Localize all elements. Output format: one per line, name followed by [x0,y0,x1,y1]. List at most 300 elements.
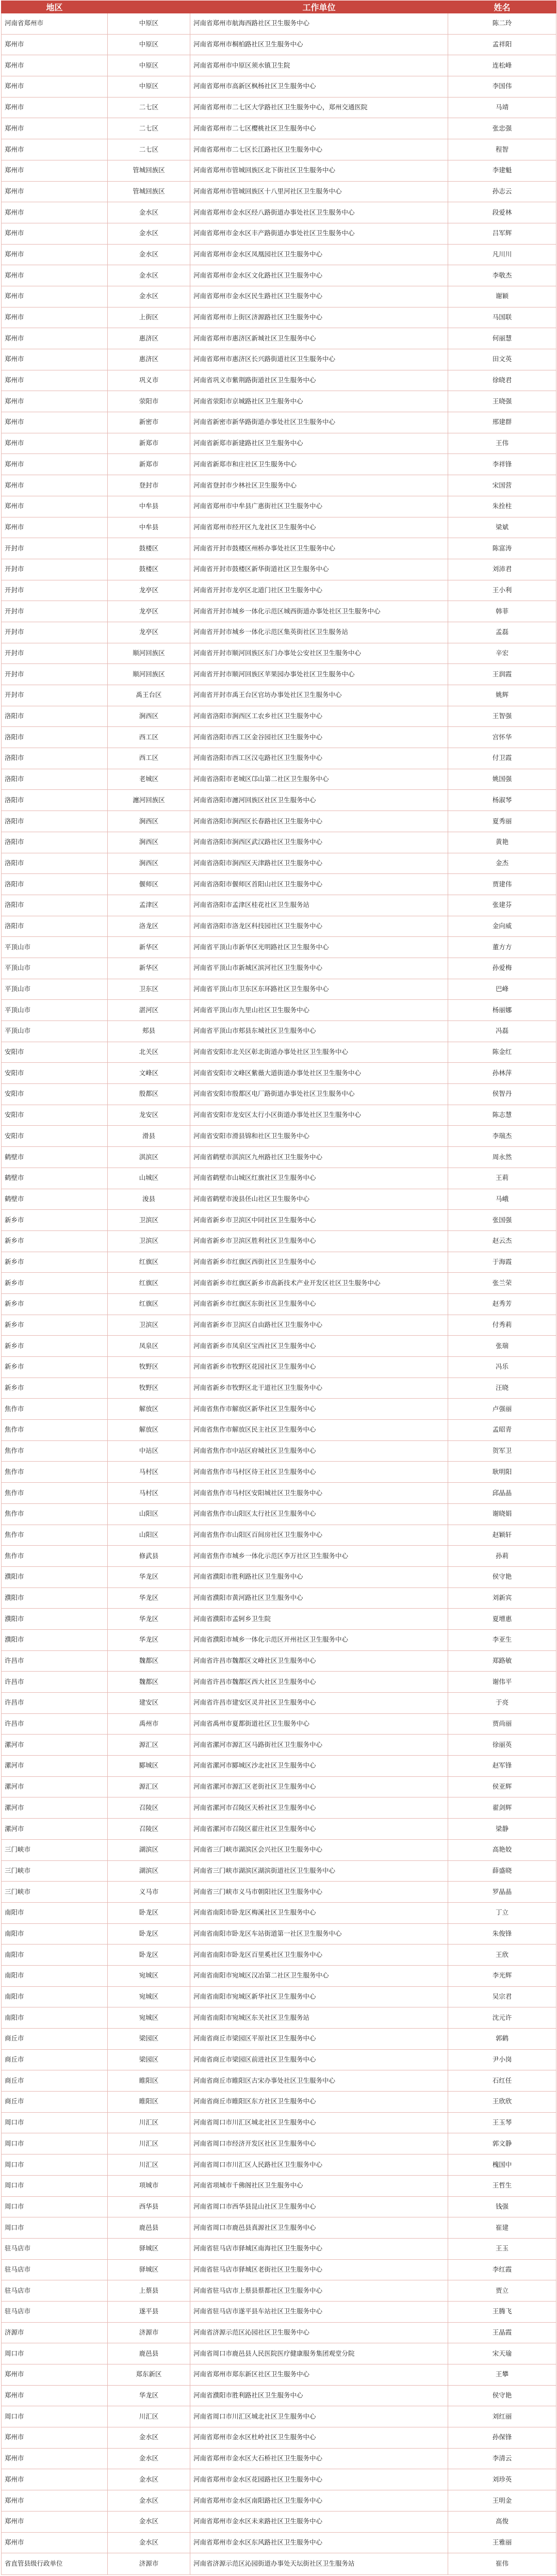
table-row [2,979,556,1000]
table-row [2,223,556,244]
table-row [2,1629,556,1650]
district-cell: 梁园区 [108,2029,190,2050]
work-unit-cell: 河南省鹤壁市淇滨区九州路社区卫生服务中心 [190,1147,448,1168]
district-cell: 二七区 [108,97,190,118]
work-unit-cell: 河南省洛阳市涧西区工农乡社区卫生服务中心 [190,706,448,727]
region-cell: 新乡市 [2,1230,108,1252]
work-unit-cell: 河南省许昌市魏都区文峰社区卫生服务中心 [190,1650,448,1672]
work-unit-cell: 河南省郑州市上街区济源路社区卫生服务中心 [190,307,448,328]
region-cell: 驻马店市 [2,2280,108,2302]
region-cell: 焦作市 [2,1546,108,1567]
table-row [2,1882,556,1903]
district-cell: 老城区 [108,769,190,790]
person-name-cell: 邢建群 [448,412,556,433]
district-cell: 马村区 [108,1483,190,1504]
region-cell: 郑州市 [2,2385,108,2406]
work-unit-cell: 河南省平顶山市郏县东城社区卫生服务中心 [190,1021,448,1042]
district-cell: 红旗区 [108,1273,190,1294]
table-row [2,1315,556,1336]
district-cell: 文峰区 [108,1063,190,1084]
region-cell: 郑州市 [2,55,108,76]
work-unit-cell: 河南省安阳市龙安区太行小区街道办事处社区卫生服务中心 [190,1105,448,1126]
region-cell: 平顶山市 [2,937,108,958]
district-cell: 召陵区 [108,1819,190,1840]
table-row [2,2238,556,2259]
work-unit-cell: 河南省平顶山市新华区光明路社区卫生服务中心 [190,937,448,958]
district-cell: 解放区 [108,1399,190,1420]
work-unit-cell: 河南省开封市龙亭区北道门社区卫生服务中心 [190,580,448,601]
person-name-cell: 朱拴柱 [448,496,556,517]
table-row [2,1189,556,1210]
district-cell: 魏都区 [108,1672,190,1693]
work-unit-cell: 河南省焦作市马村区待王社区卫生服务中心 [190,1462,448,1483]
work-unit-cell: 河南省周口市川汇区城北社区卫生服务中心 [190,2112,448,2133]
region-cell: 郑州市 [2,244,108,265]
district-cell: 滑县 [108,1126,190,1147]
work-unit-cell: 河南省安阳市滑县锦和社区卫生服务中心 [190,1126,448,1147]
table-row [2,1000,556,1021]
table-row [2,2301,556,2322]
table-row [2,790,556,811]
table-row [2,1860,556,1882]
district-cell: 中原区 [108,55,190,76]
table-row [2,454,556,475]
table-row [2,1923,556,1945]
district-cell: 睢阳区 [108,2092,190,2113]
district-cell: 驿城区 [108,2259,190,2280]
district-cell: 龙亭区 [108,622,190,643]
district-cell: 中牟县 [108,517,190,538]
person-name-cell: 巴峰 [448,979,556,1000]
region-cell: 南阳市 [2,1902,108,1923]
district-cell: 济源市 [108,2322,190,2343]
region-cell: 周口市 [2,2196,108,2217]
region-cell: 周口市 [2,2175,108,2196]
table-row [2,832,556,853]
work-unit-cell: 河南省洛阳市西工区汉屯路社区卫生服务中心 [190,748,448,769]
work-unit-cell: 河南省南阳市宛城区东关社区卫生服务站 [190,2007,448,2029]
person-name-cell: 李祥锋 [448,454,556,475]
table-row [2,2259,556,2280]
region-cell: 开封市 [2,538,108,559]
region-cell: 开封市 [2,685,108,706]
work-unit-cell: 河南省鹤壁市浚县伾山社区卫生服务中心 [190,1189,448,1210]
region-cell: 周口市 [2,2112,108,2133]
work-unit-cell: 河南省开封市顺河回族区东门办事处公安社区卫生服务中心 [190,643,448,664]
work-unit-cell: 河南省驻马店市遂平县车站社区卫生服务中心 [190,2301,448,2322]
district-cell: 管城回族区 [108,181,190,202]
table-row [2,559,556,580]
work-unit-cell: 河南省新乡市红旗区东街社区卫生服务中心 [190,1293,448,1315]
district-cell: 西工区 [108,748,190,769]
person-name-cell: 李亚生 [448,1629,556,1650]
table-row [2,1084,556,1105]
district-cell: 北关区 [108,1042,190,1063]
region-cell: 开封市 [2,601,108,622]
table-row [2,1735,556,1756]
work-unit-cell: 河南省商丘市梁园区平原社区卫生服务中心 [190,2029,448,2050]
table-row [2,937,556,958]
work-unit-cell: 河南省郑州市金水区民生路社区卫生服务中心 [190,286,448,307]
person-name-cell: 孟磊 [448,622,556,643]
table-row [2,2427,556,2449]
table-row [2,2469,556,2490]
person-name-cell: 何丽慧 [448,328,556,349]
district-cell: 偃师区 [108,874,190,895]
table-row [2,958,556,979]
person-name-cell: 刘珍英 [448,2469,556,2490]
region-cell: 洛阳市 [2,706,108,727]
district-cell: 金水区 [108,265,190,286]
person-name-cell: 陈金红 [448,1042,556,1063]
work-unit-cell: 河南省郑州市二七区大学路社区卫生服务中心，郑州交通医院 [190,97,448,118]
table-row [2,2092,556,2113]
table-row [2,2217,556,2239]
work-unit-cell: 河南省郑州市中原区须水镇卫生院 [190,55,448,76]
work-unit-cell: 河南省濮阳市孟轲乡卫生院 [190,1609,448,1630]
person-name-cell: 槐国中 [448,2154,556,2176]
table-row [2,1357,556,1378]
district-cell: 新华区 [108,937,190,958]
district-cell: 二七区 [108,118,190,139]
work-unit-cell: 河南省巩义市紫荆路街道社区卫生服务中心 [190,370,448,391]
person-name-cell: 刘新宾 [448,1587,556,1609]
district-cell: 顺河回族区 [108,643,190,664]
work-unit-cell: 河南省郑州市二七区长江路社区卫生服务中心 [190,139,448,160]
work-unit-cell: 河南省新乡市卫滨区胜利社区卫生服务中心 [190,1230,448,1252]
table-row [2,2154,556,2176]
table-row [2,874,556,895]
person-name-cell: 侯亚辉 [448,1776,556,1797]
region-cell: 新乡市 [2,1336,108,1357]
region-cell: 洛阳市 [2,832,108,853]
work-unit-cell: 河南省郑州市金水区花园路社区卫生服务中心 [190,2469,448,2490]
table-row [2,433,556,454]
work-unit-cell: 河南省洛阳市涧西区天津路社区卫生服务中心 [190,853,448,874]
work-unit-cell: 河南省安阳市北关区彰北街道办事处社区卫生服务中心 [190,1042,448,1063]
work-unit-cell: 河南省新郑市和庄社区卫生服务中心 [190,454,448,475]
person-name-cell: 张建芬 [448,895,556,916]
table-row [2,391,556,412]
district-cell: 金水区 [108,244,190,265]
person-name-cell: 邱晶晶 [448,1483,556,1504]
person-name-cell: 李瑞杰 [448,1126,556,1147]
work-unit-cell: 河南省濮阳市胜利路社区卫生服务中心 [190,2385,448,2406]
table-row [2,1546,556,1567]
table-row [2,517,556,538]
work-unit-cell: 河南省济源示范区沁园社区卫生服务中心 [190,2322,448,2343]
person-name-cell: 赵颖轩 [448,1525,556,1546]
table-row [2,580,556,601]
header-name: 姓名 [448,1,556,13]
region-cell: 周口市 [2,2343,108,2364]
work-unit-cell: 河南省焦作市山阳区百间房社区卫生服务中心 [190,1525,448,1546]
work-unit-cell: 河南省荥阳市京城路社区卫生服务中心 [190,391,448,412]
person-name-cell: 王晓强 [448,391,556,412]
work-unit-cell: 河南省濮阳市城乡一体化示范区开州社区卫生服务中心 [190,1629,448,1650]
region-cell: 河南省郑州市 [2,13,108,35]
person-name-cell: 郑路敏 [448,1650,556,1672]
region-cell: 平顶山市 [2,979,108,1000]
header-work-unit: 工作单位 [190,1,448,13]
person-name-cell: 王玉琴 [448,2112,556,2133]
region-cell: 商丘市 [2,2070,108,2092]
work-unit-cell: 河南省驻马店市驿城区南海社区卫生服务中心 [190,2238,448,2259]
table-row [2,2007,556,2029]
work-unit-cell: 河南省洛阳市西工区金谷园社区卫生服务中心 [190,727,448,748]
table-row [2,1776,556,1797]
table-row [2,1566,556,1587]
work-unit-cell: 河南省洛阳市涧西区长春路社区卫生服务中心 [190,811,448,832]
district-cell: 山阳区 [108,1525,190,1546]
table-row [2,412,556,433]
person-name-cell: 高俊 [448,2511,556,2532]
work-unit-cell: 河南省郑州市金水区东风路社区卫生服务中心 [190,2532,448,2553]
table-row [2,244,556,265]
district-cell: 禹王台区 [108,685,190,706]
person-name-cell: 薛盛晓 [448,1860,556,1882]
table-row [2,727,556,748]
district-cell: 川汇区 [108,2406,190,2427]
table-row [2,2553,556,2575]
region-cell: 周口市 [2,2406,108,2427]
person-name-cell: 梁斌 [448,517,556,538]
region-cell: 南阳市 [2,1923,108,1945]
region-cell: 开封市 [2,664,108,685]
person-name-cell: 马靖 [448,97,556,118]
person-name-cell: 王润霞 [448,664,556,685]
region-cell: 许昌市 [2,1672,108,1693]
region-cell: 郑州市 [2,433,108,454]
person-name-cell: 孟昭青 [448,1420,556,1441]
table-row [2,2280,556,2302]
table-row [2,538,556,559]
table-row [2,1713,556,1735]
work-unit-cell: 河南省郑州市惠济区新城社区卫生服务中心 [190,328,448,349]
person-name-cell: 杨淑琴 [448,790,556,811]
district-cell: 梁园区 [108,2049,190,2070]
person-name-cell: 谢晓娟 [448,1503,556,1525]
person-name-cell: 王玉 [448,2238,556,2259]
table-row [2,2196,556,2217]
person-name-cell: 王腾飞 [448,2301,556,2322]
district-cell: 涧西区 [108,832,190,853]
work-unit-cell: 河南省郑州市高新区枫杨社区卫生服务中心 [190,76,448,98]
region-cell: 新乡市 [2,1210,108,1231]
district-cell: 郏县 [108,1021,190,1042]
table-row [2,1587,556,1609]
region-cell: 郑州市 [2,349,108,370]
table-row [2,1252,556,1273]
table-row [2,13,556,35]
work-unit-cell: 河南省洛阳市孟津区桂花社区卫生服务站 [190,895,448,916]
work-unit-cell: 河南省新乡市卫滨区中同社区卫生服务中心 [190,1210,448,1231]
district-cell: 禹州市 [108,1713,190,1735]
district-cell: 睢阳区 [108,2070,190,2092]
district-cell: 牧野区 [108,1378,190,1399]
region-cell: 安阳市 [2,1126,108,1147]
district-cell: 华龙区 [108,1587,190,1609]
table-row [2,895,556,916]
person-name-cell: 马峨 [448,1189,556,1210]
region-cell: 濮阳市 [2,1566,108,1587]
table-body [2,13,556,2575]
person-name-cell: 耿明阳 [448,1462,556,1483]
table-row [2,1756,556,1777]
region-cell: 新乡市 [2,1357,108,1378]
person-name-cell: 王欣欣 [448,2092,556,2113]
work-unit-cell: 河南省南阳市卧龙区梅溪社区卫生服务中心 [190,1902,448,1923]
district-cell: 西工区 [108,727,190,748]
district-cell: 鼓楼区 [108,538,190,559]
person-name-cell: 王攀 [448,2364,556,2386]
person-name-cell: 赵秀芳 [448,1293,556,1315]
district-cell: 登封市 [108,475,190,496]
work-unit-cell: 河南省郑州市金水区大石桥社区卫生服务中心 [190,2448,448,2469]
work-unit-cell: 河南省洛阳市偃师区首阳山社区卫生服务中心 [190,874,448,895]
region-cell: 洛阳市 [2,853,108,874]
table-row [2,853,556,874]
region-cell: 郑州市 [2,517,108,538]
district-cell: 惠济区 [108,349,190,370]
district-cell: 川汇区 [108,2154,190,2176]
table-row [2,1503,556,1525]
district-cell: 卫滨区 [108,1210,190,1231]
work-unit-cell: 河南省开封市鼓楼区新华街道社区卫生服务中心 [190,559,448,580]
region-cell: 驻马店市 [2,2301,108,2322]
work-unit-cell: 河南省新乡市红旗区西街社区卫生服务中心 [190,1252,448,1273]
person-name-cell: 王小利 [448,580,556,601]
person-name-cell: 张兰荣 [448,1273,556,1294]
table-row [2,181,556,202]
region-cell: 郑州市 [2,2511,108,2532]
region-cell: 鹤壁市 [2,1189,108,1210]
table-row [2,97,556,118]
work-unit-cell: 河南省濮阳市黄河路社区卫生服务中心 [190,1587,448,1609]
table-row [2,1839,556,1860]
district-cell: 瀍河回族区 [108,790,190,811]
region-cell: 洛阳市 [2,895,108,916]
work-unit-cell: 河南省济源示范区沁园街道办事处天坛街社区卫生服务站 [190,2553,448,2575]
table-row [2,685,556,706]
region-cell: 鹤壁市 [2,1147,108,1168]
district-cell: 红旗区 [108,1293,190,1315]
person-name-cell: 汪晓 [448,1378,556,1399]
district-cell: 红旗区 [108,1252,190,1273]
person-name-cell: 卢强丽 [448,1399,556,1420]
person-name-cell: 翟剑辉 [448,1797,556,1819]
district-cell: 西华县 [108,2196,190,2217]
district-cell: 金水区 [108,2490,190,2512]
person-name-cell: 冯乐 [448,1357,556,1378]
district-cell: 龙亭区 [108,580,190,601]
roster-table [1,1,556,2575]
district-cell: 郾城区 [108,1756,190,1777]
work-unit-cell: 河南省洛阳市涧西区武汉路社区卫生服务中心 [190,832,448,853]
person-name-cell: 金杰 [448,853,556,874]
person-name-cell: 李光辉 [448,1965,556,1986]
work-unit-cell: 河南省南阳市卧龙区百里奚社区卫生服务中心 [190,1945,448,1966]
district-cell: 淇滨区 [108,1147,190,1168]
district-cell: 牧野区 [108,1357,190,1378]
district-cell: 二七区 [108,139,190,160]
table-row [2,1293,556,1315]
person-name-cell: 孙爱梅 [448,958,556,979]
district-cell: 川汇区 [108,2133,190,2154]
region-cell: 新乡市 [2,1378,108,1399]
table-row [2,1462,556,1483]
person-name-cell: 宋天瑜 [448,2343,556,2364]
person-name-cell: 宫怀华 [448,727,556,748]
region-cell: 新乡市 [2,1293,108,1315]
work-unit-cell: 河南省开封市鼓楼区州桥办事处社区卫生服务中心 [190,538,448,559]
region-cell: 郑州市 [2,139,108,160]
table-row [2,1650,556,1672]
person-name-cell: 侯智丹 [448,1084,556,1105]
table-row [2,2343,556,2364]
person-name-cell: 韩菲 [448,601,556,622]
person-name-cell: 于亮 [448,1693,556,1714]
district-cell: 源汇区 [108,1735,190,1756]
work-unit-cell: 河南省商丘市梁园区前进社区卫生服务中心 [190,2049,448,2070]
table-row [2,1105,556,1126]
work-unit-cell: 河南省郑州市金水区南阳路社区卫生服务中心 [190,2490,448,2512]
work-unit-cell: 河南省郑州市管城回族区十八里河社区卫生服务中心 [190,181,448,202]
district-cell: 鹿邑县 [108,2217,190,2239]
work-unit-cell: 河南省南阳市卧龙区车站街道第一社区卫生服务中心 [190,1923,448,1945]
district-cell: 遂平县 [108,2301,190,2322]
region-cell: 三门峡市 [2,1882,108,1903]
person-name-cell: 谢伟平 [448,1672,556,1693]
work-unit-cell: 河南省周口市鹿邑县人民医院医疗健康服务集团观堂分院 [190,2343,448,2364]
district-cell: 卫东区 [108,979,190,1000]
region-cell: 安阳市 [2,1105,108,1126]
work-unit-cell: 河南省郑州市二七区樱桃社区卫生服务中心 [190,118,448,139]
region-cell: 郑州市 [2,181,108,202]
table-row [2,1609,556,1630]
work-unit-cell: 河南省三门峡市义马市朝阳社区卫生服务中心 [190,1882,448,1903]
region-cell: 驻马店市 [2,2259,108,2280]
table-row [2,1945,556,1966]
district-cell: 龙亭区 [108,601,190,622]
work-unit-cell: 河南省驻马店市驿城区老街社区卫生服务中心 [190,2259,448,2280]
work-unit-cell: 河南省项城市千佛阁社区卫生服务中心 [190,2175,448,2196]
work-unit-cell: 河南省周口市川汇区人民路社区卫生服务中心 [190,2154,448,2176]
district-cell: 孟津区 [108,895,190,916]
person-name-cell: 程智 [448,139,556,160]
district-cell: 源汇区 [108,1776,190,1797]
person-name-cell: 夏秀丽 [448,811,556,832]
region-cell: 郑州市 [2,2364,108,2386]
region-cell: 洛阳市 [2,916,108,937]
person-name-cell: 吕军辉 [448,223,556,244]
region-cell: 郑州市 [2,2427,108,2449]
table-row [2,1483,556,1504]
region-cell: 漯河市 [2,1819,108,1840]
person-name-cell: 张瑞 [448,1336,556,1357]
person-name-cell: 付卫霞 [448,748,556,769]
work-unit-cell: 河南省登封市少林社区卫生服务中心 [190,475,448,496]
work-unit-cell: 河南省三门峡市湖滨区湖滨街道社区卫生服务中心 [190,1860,448,1882]
region-cell: 南阳市 [2,1965,108,1986]
table-row [2,1440,556,1462]
region-cell: 南阳市 [2,1945,108,1966]
work-unit-cell: 河南省周口市经济开发区社区卫生服务中心 [190,2133,448,2154]
district-cell: 上蔡县 [108,2280,190,2302]
district-cell: 卫滨区 [108,1230,190,1252]
table-row [2,1693,556,1714]
region-cell: 郑州市 [2,118,108,139]
